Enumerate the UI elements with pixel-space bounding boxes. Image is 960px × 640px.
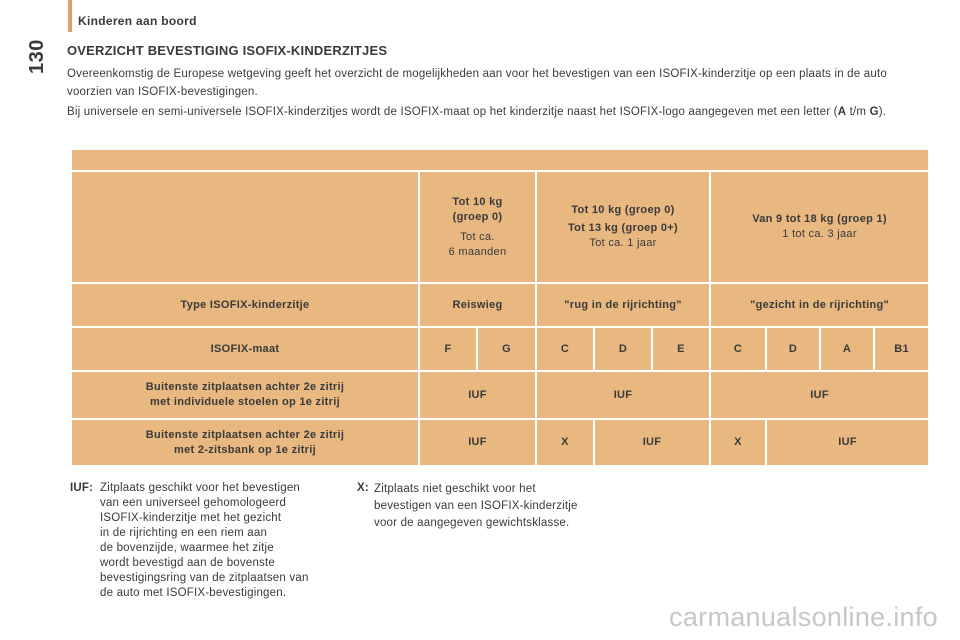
group-0plus-title-2: Tot 13 kg (groep 0+) — [567, 222, 678, 234]
legend-x-line: bevestigen van een ISOFIX-kinderzitje — [374, 500, 578, 512]
table-row-size — [71, 327, 929, 371]
size-cell: D — [766, 327, 820, 371]
size-cell: B1 — [874, 327, 929, 371]
page-title: OVERZICHT BEVESTIGING ISOFIX-KINDERZITJES — [67, 43, 388, 58]
watermark: carmanualsonline.info — [669, 602, 938, 632]
group-cell-0 — [419, 171, 536, 283]
group-cell-0plus — [536, 171, 710, 283]
legend-x-line: voor de aangegeven gewichtsklasse. — [374, 517, 570, 529]
isofix-table — [70, 148, 930, 467]
legend-iuf-key: IUF: — [70, 482, 94, 494]
group-0-sub-2: 6 maanden — [448, 245, 507, 258]
group-0-sub-1: Tot ca. — [460, 230, 495, 243]
table-top-band — [71, 149, 929, 171]
type-reiswieg: Reiswieg — [419, 283, 536, 327]
type-rug: "rug in de rijrichting" — [536, 283, 710, 327]
type-gezicht: "gezicht in de rijrichting" — [710, 283, 929, 327]
legend-x — [357, 481, 637, 532]
value-cell: IUF — [536, 371, 710, 419]
group-1-title: Van 9 tot 18 kg (groep 1) — [752, 213, 887, 225]
size-cell: C — [710, 327, 766, 371]
type-label: Type ISOFIX-kinderzitje — [71, 283, 419, 327]
size-label: ISOFIX-maat — [71, 327, 419, 371]
value-cell: IUF — [594, 419, 710, 466]
group-cell-1 — [710, 171, 929, 283]
legend-iuf-line: Zitplaats geschikt voor het bevestigen — [100, 482, 301, 494]
bench-label-1: Buitenste zitplaatsen achter 2e zitrij — [145, 428, 345, 441]
legend-iuf-line: de bovenzijde, waarmee het zitje — [100, 542, 274, 554]
size-cell: C — [536, 327, 594, 371]
value-cell: IUF — [710, 371, 929, 419]
empty-corner-cell — [71, 171, 419, 283]
table-row-bench — [71, 419, 929, 466]
size-cell: E — [652, 327, 710, 371]
letter-a: A — [837, 106, 847, 118]
value-cell: IUF — [419, 419, 536, 466]
value-cell: X — [710, 419, 766, 466]
group-0-title-2: (groep 0) — [452, 210, 503, 223]
individual-label-2: met individuele stoelen op 1e zitrij — [150, 396, 340, 408]
group-0-title-1: Tot 10 kg — [452, 195, 503, 208]
value-cell: IUF — [766, 419, 929, 466]
group-0plus-sub: Tot ca. 1 jaar — [589, 237, 657, 249]
letter-g: G — [869, 106, 879, 118]
bench-label-2: met 2-zitsbank op 1e zitrij — [174, 443, 316, 456]
legend-x-line: Zitplaats niet geschikt voor het — [374, 483, 536, 495]
intro-p2-mid: t/m — [846, 106, 870, 118]
legend-iuf-line: in de rijrichting en een riem aan — [100, 527, 268, 539]
legend-iuf-line: wordt bevestigd aan de bovenste — [100, 557, 275, 569]
section-title: Kinderen aan boord — [78, 14, 197, 28]
size-cell: A — [820, 327, 874, 371]
table-row-individual-seats — [71, 371, 929, 419]
value-cell: IUF — [419, 371, 536, 419]
size-cell: F — [419, 327, 477, 371]
bench-label — [71, 419, 419, 466]
page-number: 130 — [26, 39, 48, 74]
legend-iuf-line: van een universeel gehomologeerd — [100, 497, 287, 509]
value-cell: X — [536, 419, 594, 466]
intro-p2-suffix: ). — [878, 106, 887, 118]
individual-label-1: Buitenste zitplaatsen achter 2e zitrij — [145, 381, 345, 393]
intro-paragraph-2 — [67, 103, 913, 121]
group-1-sub: 1 tot ca. 3 jaar — [782, 228, 857, 240]
intro-paragraph-1: Overeenkomstig de Europese wetgeving geeft het overzicht de mogelijkheden aan voor het bevestigen van een ISOFIX-kinderzitje op een plaats in de auto voorzien van ISOFIX-bevestigingen. — [67, 68, 887, 98]
individual-seats-label — [71, 371, 419, 419]
legend-iuf-line: ISOFIX-kinderzitje met het gezicht — [100, 512, 282, 524]
legend-iuf-line: bevestigingsring van de zitplaatsen van — [100, 572, 309, 584]
intro-p2-prefix: Bij universele en semi-universele ISOFIX-kinderzitjes wordt de ISOFIX-maat op het kinderzitje naast het ISOFIX-logo aangegeven met een letter ( — [67, 106, 838, 118]
size-cell: D — [594, 327, 652, 371]
table-row-type — [71, 283, 929, 327]
group-0plus-title-1: Tot 10 kg (groep 0) — [571, 204, 675, 216]
size-cell: G — [477, 327, 536, 371]
legend-iuf-line: de auto met ISOFIX-bevestigingen. — [100, 587, 287, 599]
legend-x-key: X: — [357, 482, 369, 494]
legend-iuf — [70, 481, 350, 601]
header-accent-bar — [68, 0, 72, 32]
table-row-groups — [71, 171, 929, 283]
